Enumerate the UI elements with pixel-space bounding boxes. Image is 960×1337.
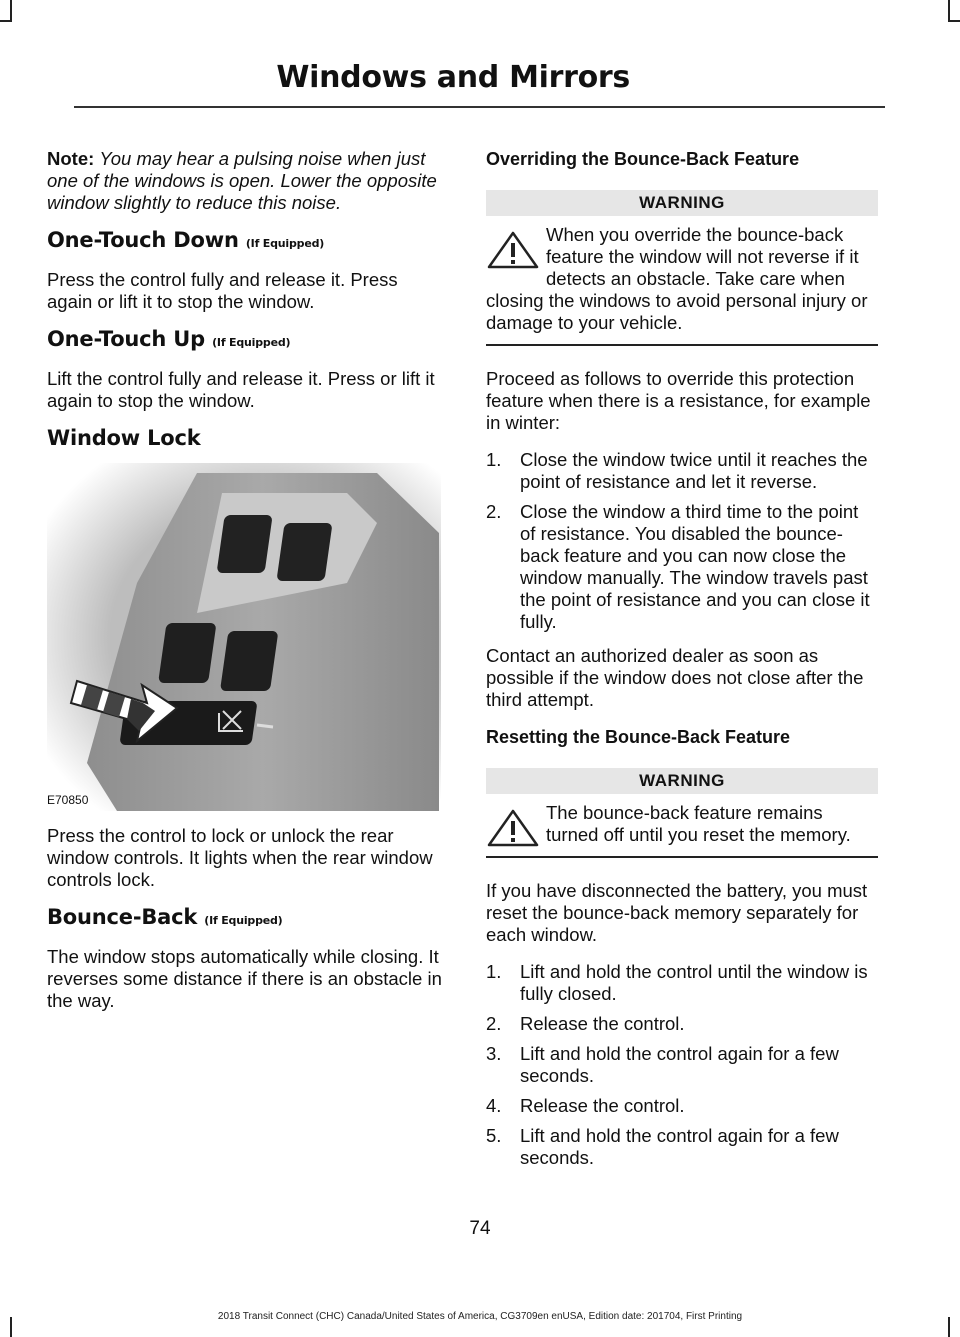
heading-text: Window Lock: [47, 426, 201, 450]
crop-mark: [948, 20, 960, 22]
step-number: 1.: [486, 961, 502, 982]
page-title: Windows and Mirrors: [276, 60, 630, 95]
window-switch-panel-image: [47, 463, 441, 811]
warning-label: WARNING: [486, 768, 878, 794]
list-item: [486, 1125, 878, 1169]
note-text: You may hear a pulsing noise when just one of the windows is open. Lower the opposite window slightly to reduce this noise.: [47, 148, 437, 213]
step-text: Lift and hold the control until the window is fully closed.: [520, 961, 868, 1004]
step-text: Close the window a third time to the point of resistance. You disabled the bounce-back feature and you can now close the window manually. The window travels past the point of resistance and you can close it fully.: [520, 501, 870, 632]
warning-text: When you override the bounce-back feature the window will not reverse if it detects an obstacle. Take care when closing the windows to avoid personal injury or damage to your vehicle.: [486, 224, 868, 333]
step-text: Release the control.: [520, 1095, 685, 1116]
heading-one-touch-up: [47, 328, 447, 354]
step-text: Lift and hold the control again for a few seconds.: [520, 1043, 839, 1086]
step-text: Lift and hold the control again for a few seconds.: [520, 1125, 839, 1168]
list-item: [486, 1043, 878, 1087]
list-item: [486, 961, 878, 1005]
warning-box: [486, 768, 878, 858]
list-item: [486, 1095, 878, 1117]
heading-qualifier: (If Equipped): [204, 914, 283, 927]
step-number: 4.: [486, 1095, 502, 1116]
warning-box: [486, 190, 878, 346]
heading-text: One-Touch Up: [47, 327, 205, 351]
list-item: [486, 501, 878, 633]
reset-steps: [486, 961, 878, 1169]
title-divider: [74, 106, 885, 108]
step-text: Close the window twice until it reaches the point of resistance and let it reverse.: [520, 449, 868, 492]
heading-bounce-back: [47, 906, 447, 932]
note-paragraph: [47, 148, 447, 214]
bounce-back-body: The window stops automatically while closing. It reverses some distance if there is an obstacle in the way.: [47, 946, 442, 1011]
override-steps: [486, 449, 878, 633]
crop-mark: [0, 20, 12, 22]
warning-triangle-icon: [486, 808, 540, 848]
warning-triangle-icon: [486, 230, 540, 270]
footer-text: 2018 Transit Connect (CHC) Canada/United States of America, CG3709en enUSA, Edition date: 201704, First Printing: [217, 1311, 743, 1322]
step-number: 2.: [486, 1013, 502, 1034]
step-text: Release the control.: [520, 1013, 685, 1034]
step-number: 5.: [486, 1125, 502, 1146]
heading-resetting: Resetting the Bounce-Back Feature: [486, 727, 791, 747]
page-number: 74: [469, 1218, 491, 1239]
figure-code: E70850: [47, 793, 89, 807]
heading-qualifier: (If Equipped): [245, 237, 325, 250]
step-number: 1.: [486, 449, 502, 470]
left-column: [47, 148, 447, 1027]
window-lock-body: Press the control to lock or unlock the rear window controls. It lights when the rear window controls lock.: [47, 825, 433, 890]
step-number: 2.: [486, 501, 502, 522]
heading-one-touch-down: [47, 229, 447, 255]
window-lock-illustration: [47, 463, 441, 811]
warning-label: WARNING: [486, 190, 878, 216]
warning-text: The bounce-back feature remains turned off until you reset the memory.: [546, 802, 851, 845]
one-touch-down-body: Press the control fully and release it. Press again or lift it to stop the window.: [47, 269, 398, 312]
heading-window-lock: [47, 427, 447, 449]
override-after: Contact an authorized dealer as soon as possible if the window does not close after the third attempt.: [486, 645, 864, 710]
one-touch-up-body: Lift the control fully and release it. Press or lift it again to stop the window.: [47, 368, 435, 411]
heading-overriding: Overriding the Bounce-Back Feature: [486, 149, 800, 169]
override-intro: Proceed as follows to override this protection feature when there is a resistance, for example in winter:: [486, 368, 871, 433]
list-item: [486, 449, 878, 493]
step-number: 3.: [486, 1043, 502, 1064]
list-item: [486, 1013, 878, 1035]
heading-text: Bounce-Back: [47, 905, 198, 929]
reset-intro: If you have disconnected the battery, you must reset the bounce-back memory separately for each window.: [486, 880, 868, 945]
crop-mark: [948, 0, 950, 20]
note-label: Note:: [47, 148, 95, 169]
heading-text: One-Touch Down: [47, 228, 239, 252]
right-column: [486, 148, 878, 1181]
heading-qualifier: (If Equipped): [212, 336, 291, 349]
crop-mark: [10, 0, 12, 20]
